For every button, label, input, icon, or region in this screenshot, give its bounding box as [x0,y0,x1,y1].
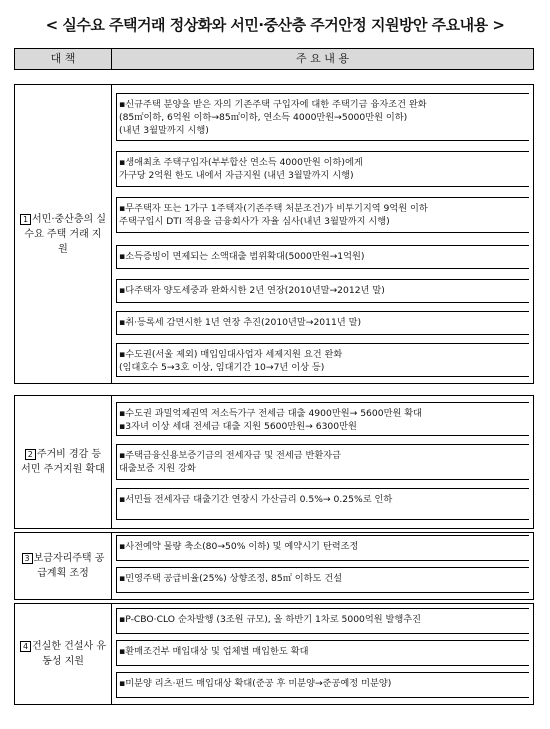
content-item: ▪생애최초 주택구입자(부부합산 연소득 4000만원 이하)에게 가구당 2억원 한도 내에서 자금지원 (내년 3월말까지 시행) [116,151,529,187]
policy-group-3 [14,532,534,600]
content-item: ▪사전예약 물량 축소(80→50% 이하) 및 예약시기 탄력조정 [116,535,529,561]
policy-label [20,212,106,257]
page-title: < 실수요 주택거래 정상화와 서민·중산층 주거안정 지원방안 주요내용 > [45,16,505,34]
policy-title: 서민·중산층의 실수요 주택 거래 지원 [24,213,106,255]
header-policy: 대 책 [15,49,112,69]
content-item: ▪주택금융신용보증기금의 전세자금 및 전세금 반환자금 대출보증 지원 강화 [116,444,529,480]
content-item: ▪미분양 리츠·펀드 매입대상 확대(준공 후 미분양→준공예정 미분양) [116,672,529,698]
policy-cell [15,396,112,528]
content-item: ▪다주택자 양도세중과 완화시한 2년 연장(2010년말→2012년 말) [116,279,529,303]
policy-cell [15,604,112,704]
content-item: ▪서민들 전세자금 대출기간 연장시 가산금리 0.5%→ 0.25%로 인하 [116,488,529,520]
policy-label [20,639,106,669]
number-box: 3 [22,553,33,564]
policy-cell [15,533,112,599]
policy-group-1 [14,84,534,384]
content-cell [112,85,533,383]
content-item: ▪무주택자 또는 1가구 1주택자(기존주택 처분조건)가 비투기지역 9억원 이하 주택구입시 DTI 적용을 금융회사가 자율 심사(내년 3월말까지 시행) [116,197,529,233]
policy-cell [15,85,112,383]
number-box: 4 [20,641,31,652]
table-header [14,48,534,70]
policy-label [20,447,106,477]
content-item: ▪신규주택 분양을 받은 자의 기존주택 구입자에 대한 주택기금 융자조건 완화 (85㎡이하, 6억원 이하→85㎡이하, 연소득 4000만원→5000만원 이하) (내년 3월말까지 시행) [116,93,529,141]
header-content: 주 요 내 용 [296,52,349,65]
policy-group-4 [14,603,534,705]
content-cell [112,396,533,528]
content-item: ▪취·등록세 감면시한 1년 연장 추진(2010년말→2011년 말) [116,311,529,335]
number-box: 2 [25,449,36,460]
content-item: ▪민영주택 공급비율(25%) 상향조정, 85㎡ 이하도 건설 [116,567,529,593]
policy-group-2 [14,395,534,529]
content-cell [112,604,533,704]
policy-label [20,551,106,581]
content-item: ▪환매조건부 매입대상 및 업체별 매입한도 확대 [116,640,529,666]
number-box: 1 [20,214,31,225]
policy-title: 보금자리주택 공급계획 조정 [33,553,105,579]
content-item: ▪수도권(서울 제외) 매입임대사업자 세제지원 요건 완화 (임대호수 5→3호 이상, 임대기간 10→7년 이상 등) [116,343,529,377]
policy-title: 건실한 건설사 유동성 지원 [32,641,106,667]
content-item: ▪소득증빙이 면제되는 소액대출 범위확대(5000만원→1억원) [116,245,529,269]
content-item: ▪수도권 과밀억제권역 저소득가구 전세금 대출 4900만원→ 5600만원 확대 ▪3자녀 이상 세대 전세금 대출 지원 5600만원→ 6300만원 [116,402,529,436]
policy-title: 주거비 경감 등 서민 주거지원 확대 [21,449,105,475]
content-cell [112,533,533,599]
content-item: ▪P-CBO·CLO 순차발행 (3조원 규모), 올 하반기 1차로 5000억원 발행추진 [116,608,529,634]
